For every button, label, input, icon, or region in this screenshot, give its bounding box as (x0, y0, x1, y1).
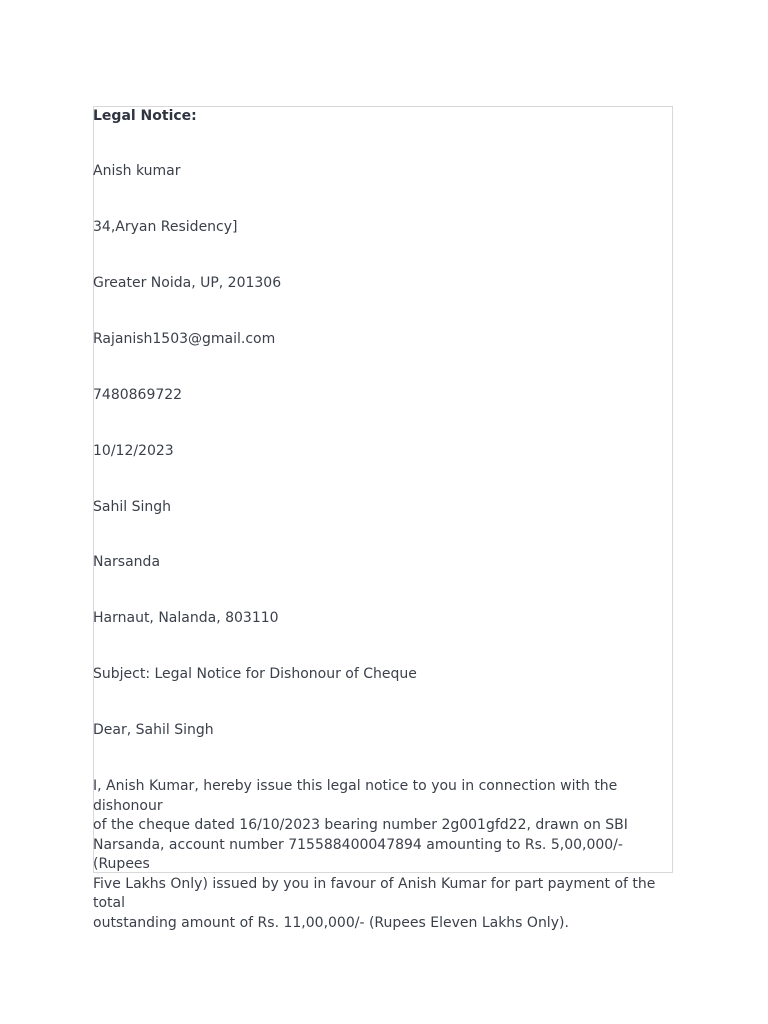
sender-address-line2: Greater Noida, UP, 201306 (93, 275, 282, 291)
body-line: I, Anish Kumar, hereby issue this legal notice to you in connection with the dishonour (93, 778, 618, 814)
sender-phone: 7480869722 (93, 387, 183, 403)
body-line: outstanding amount of Rs. 11,00,000/- (Rupees Eleven Lakhs Only). (93, 914, 569, 931)
sender-address-line1: 34,Aryan Residency] (93, 219, 238, 235)
recipient-name: Sahil Singh (93, 499, 171, 515)
body-line: Narsanda, account number 715588400047894 amounting to Rs. 5,00,000/- (Rupees (93, 836, 623, 872)
recipient-address-line2: Harnaut, Nalanda, 803110 (93, 610, 279, 626)
recipient-address-line1: Narsanda (93, 554, 161, 570)
notice-body-paragraph (93, 777, 675, 933)
sender-name: Anish kumar (93, 163, 181, 179)
notice-title: Legal Notice: (93, 108, 197, 124)
notice-subject: Subject: Legal Notice for Dishonour of Cheque (93, 666, 417, 682)
body-line: Five Lakhs Only) issued by you in favour of Anish Kumar for part payment of the total (93, 875, 656, 911)
sender-email: Rajanish1503@gmail.com (93, 331, 276, 347)
notice-date: 10/12/2023 (93, 443, 174, 459)
body-line: of the cheque dated 16/10/2023 bearing number 2g001gfd22, drawn on SBI (93, 817, 628, 833)
notice-salutation: Dear, Sahil Singh (93, 722, 214, 738)
